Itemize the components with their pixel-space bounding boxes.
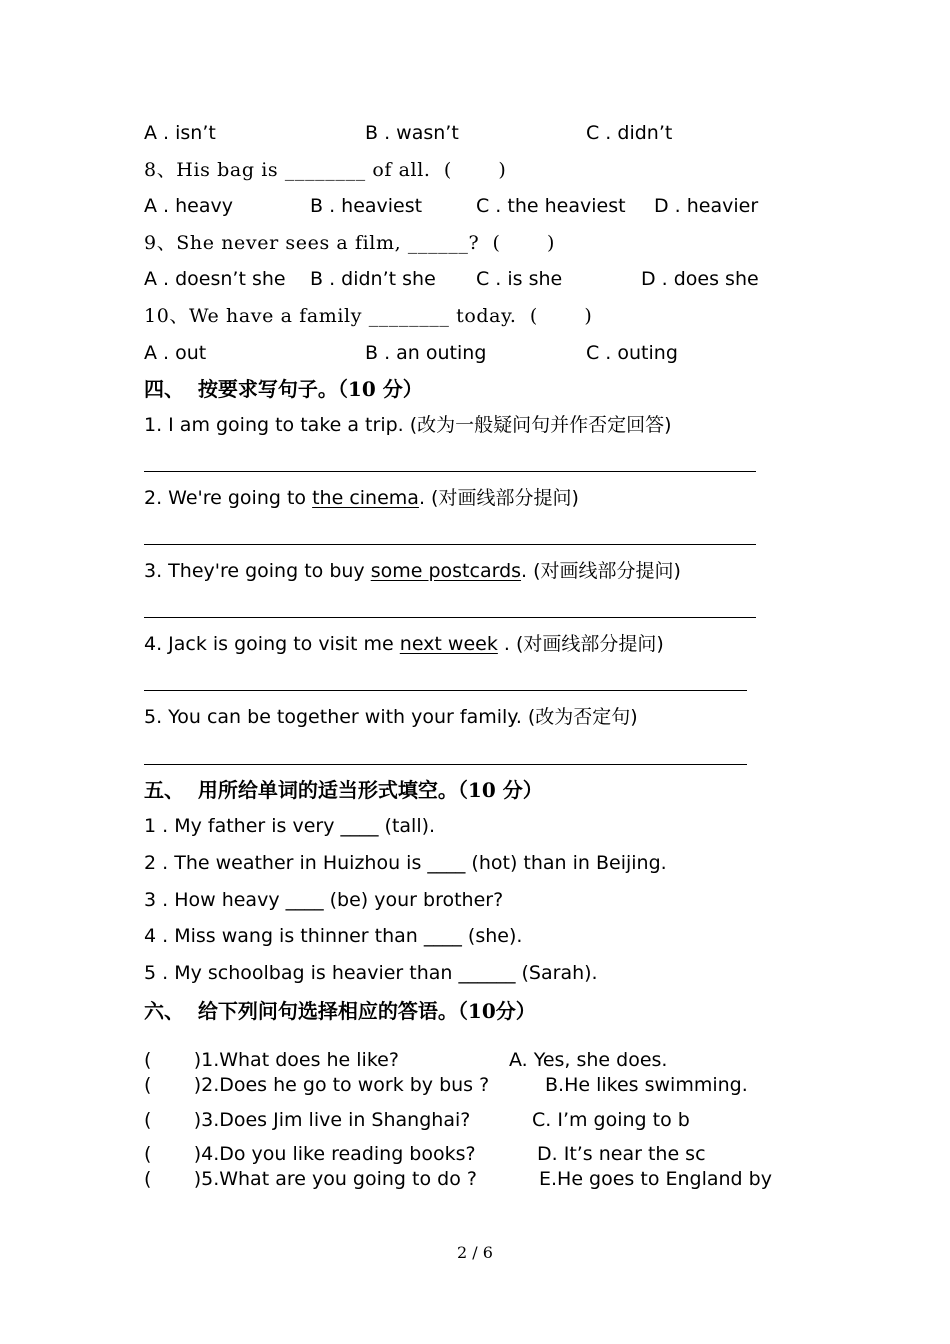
q9-option-d: D . does she [641, 268, 759, 290]
s4-answer-line-5 [144, 764, 747, 765]
q10-question: 10、We have a family ________ today. ( ) [144, 305, 593, 327]
s6-answer-c: C. I’m going to b [532, 1109, 690, 1131]
s4-answer-line-2 [144, 544, 756, 545]
s6-answer-e: E.He goes to England by [539, 1168, 772, 1190]
s4-item-5: 5. You can be together with your family. (改为否定句) [144, 706, 638, 728]
s4-item-1: 1. I am going to take a trip. (改为一般疑问句并作否定回答) [144, 414, 672, 436]
s6-question-5: ( )5.What are you going to do ? [144, 1168, 477, 1190]
q8-option-a: A . heavy [144, 195, 233, 217]
q9-option-a: A . doesn’t she [144, 268, 286, 290]
s5-item-3: 3 . How heavy ____ (be) your brother? [144, 889, 504, 911]
q9-option-b: B . didn’t she [310, 268, 436, 290]
s4-answer-line-3 [144, 617, 756, 618]
section6-title: 六、 给下列问句选择相应的答语。（10分） [144, 999, 536, 1023]
q8-option-d: D . heavier [654, 195, 759, 217]
q10-option-c: C . outing [586, 342, 678, 364]
q8-option-b: B . heaviest [310, 195, 423, 217]
q10-option-a: A . out [144, 342, 207, 364]
s5-item-2: 2 . The weather in Huizhou is ____ (hot) than in Beijing. [144, 852, 667, 874]
s6-answer-d: D. It’s near the sc [537, 1143, 706, 1165]
s6-question-4: ( )4.Do you like reading books? [144, 1143, 476, 1165]
s6-question-2: ( )2.Does he go to work by bus ? [144, 1074, 490, 1096]
s4-item-3-underlined: some postcards [370, 560, 522, 582]
q9-question: 9、She never sees a film, ______? ( ) [144, 232, 556, 254]
section5-title: 五、 用所给单词的适当形式填空。（10 分） [144, 778, 543, 802]
s6-answer-a: A. Yes, she does. [509, 1049, 668, 1071]
q7-option-a: A . isn’t [144, 122, 216, 144]
s5-item-1: 1 . My father is very ____ (tall). [144, 815, 436, 837]
q8-question: 8、His bag is ________ of all. ( ) [144, 159, 507, 181]
s6-question-3: ( )3.Does Jim live in Shanghai? [144, 1109, 471, 1131]
s4-item-4: 4. Jack is going to visit me next week . (对画线部分提问) [144, 633, 664, 655]
q8-option-c: C . the heaviest [476, 195, 626, 217]
q7-option-c: C . didn’t [586, 122, 673, 144]
s5-item-5: 5 . My schoolbag is heavier than ______ (Sarah). [144, 962, 598, 984]
q10-option-b: B . an outing [365, 342, 487, 364]
s6-question-1: ( )1.What does he like? [144, 1049, 399, 1071]
q9-option-c: C . is she [476, 268, 563, 290]
s4-item-3: 3. They're going to buy some postcards. (对画线部分提问) [144, 560, 681, 582]
page-number: 2 / 6 [457, 1243, 493, 1262]
s4-item-4-underlined: next week [399, 633, 498, 655]
s4-answer-line-1 [144, 471, 756, 472]
s4-item-2-underlined: the cinema [312, 487, 419, 509]
q7-option-b: B . wasn’t [365, 122, 459, 144]
s6-answer-b: B.He likes swimming. [545, 1074, 748, 1096]
s5-item-4: 4 . Miss wang is thinner than ____ (she). [144, 925, 523, 947]
s4-item-2: 2. We're going to the cinema. (对画线部分提问) [144, 487, 579, 509]
section4-title: 四、 按要求写句子。（10 分） [144, 377, 423, 401]
s4-answer-line-4 [144, 690, 747, 691]
